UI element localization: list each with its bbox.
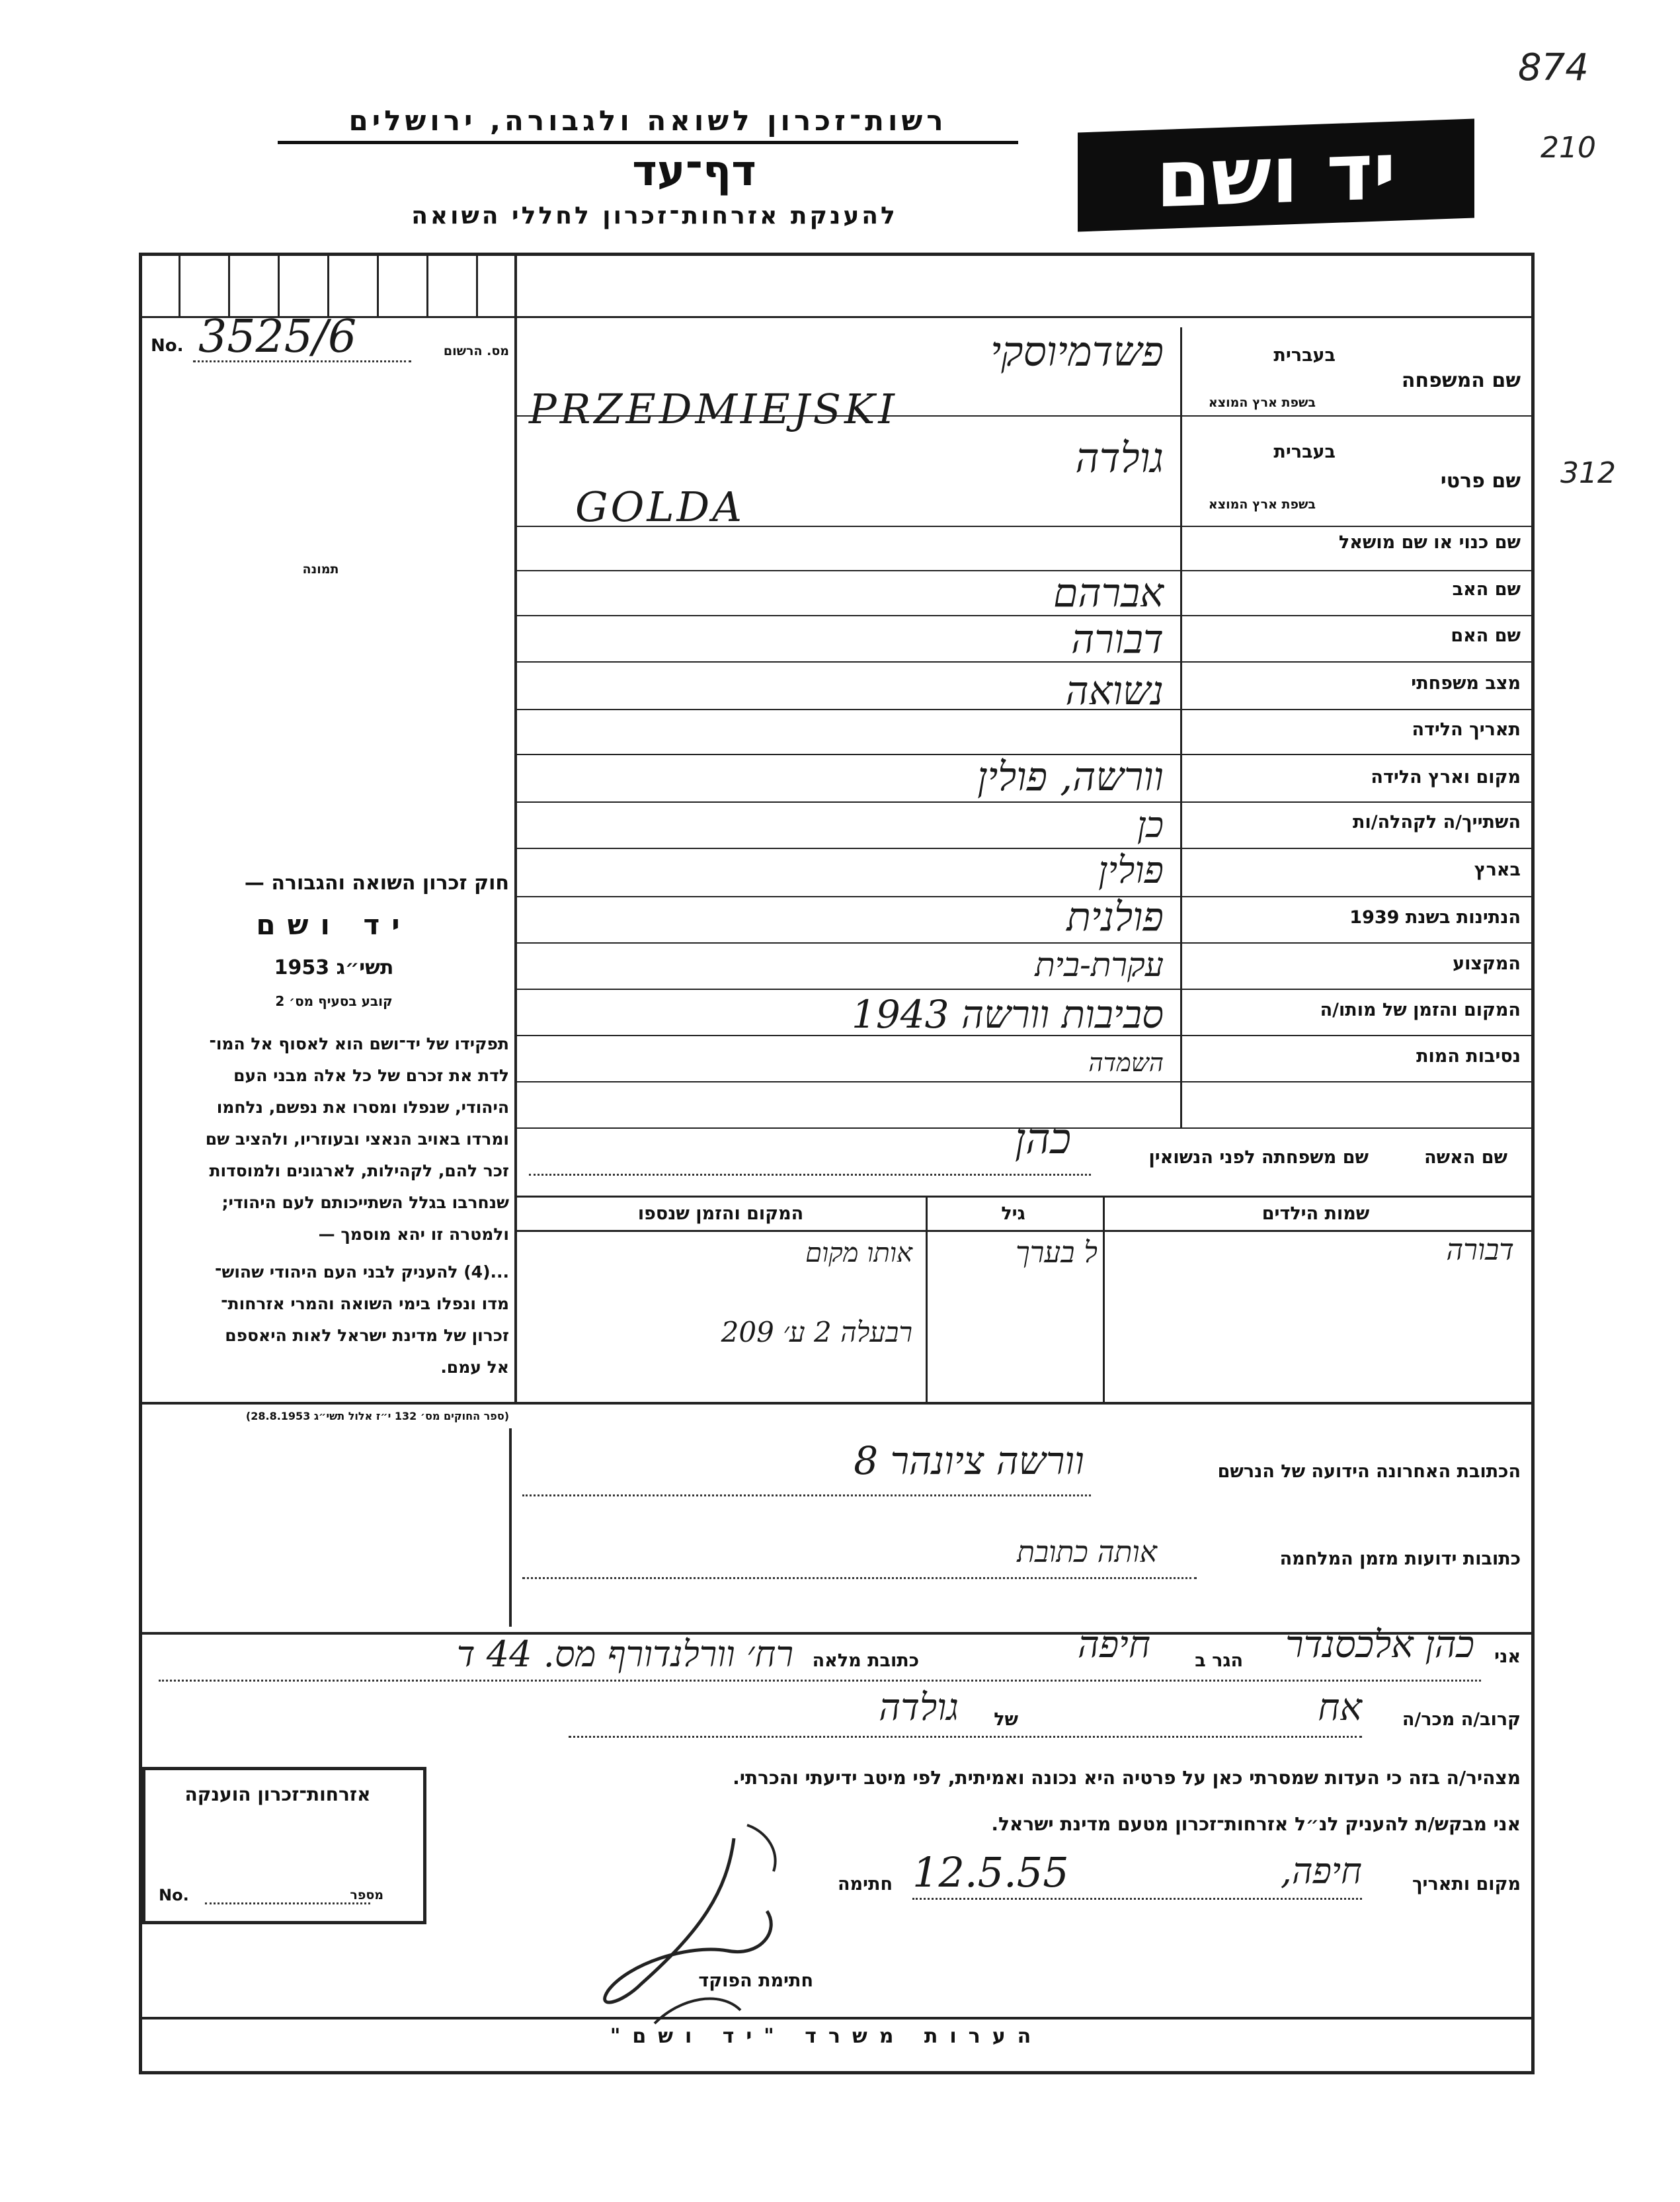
declarant-signature xyxy=(569,1812,807,2030)
law-title: חוק זכרון השואה והגבורה — xyxy=(244,872,509,895)
family-name-origin-value: PRZEDMIEJSKI xyxy=(529,385,898,433)
children-header-age: גיל xyxy=(1001,1203,1025,1224)
death-place-time-label: המקום והזמן של מותו/ה xyxy=(1320,1000,1521,1020)
request-text: אני מבקש/ת להעניק לנ״ל אזרחות־זכרון מטעם מדינת ישראל. xyxy=(991,1813,1521,1835)
declarant-resides-label: הגר ב xyxy=(1195,1651,1243,1671)
place-value: חיפה, xyxy=(1280,1850,1362,1892)
child-death-place: אותו מקום xyxy=(805,1238,912,1268)
profession-label: המקצוע xyxy=(1453,954,1521,974)
country-label: בארץ xyxy=(1474,860,1521,880)
children-header-names: שמות הילדים xyxy=(1261,1203,1370,1224)
law-year: תשי״ג 1953 xyxy=(274,956,394,979)
family-name-sub-hebrew: בעברית xyxy=(1273,345,1336,366)
label-column-divider xyxy=(1180,327,1182,1127)
children-header-place: המקום והזמן שנספו xyxy=(637,1203,804,1224)
wife-label: שם האשה xyxy=(1424,1147,1507,1168)
first-name-sub-hebrew: בעברית xyxy=(1273,442,1336,462)
page-title: דף־עד xyxy=(632,147,756,196)
first-name-label: שם פרטי xyxy=(1440,469,1521,493)
first-name-origin-value: GOLDA xyxy=(575,483,745,531)
mother-label: שם האם xyxy=(1451,626,1521,646)
death-circumstances-value: השמדה xyxy=(1088,1048,1164,1077)
first-name-sub-origin: בשפת ארץ המוצא xyxy=(1208,497,1316,512)
law-name: יד ושם xyxy=(256,909,412,941)
law-paragraph-1: תפקידו של יד־ושם הוא לאסוף אל המו־ לדת את זכרם של כל אלה מבני העם היהודי, שנפלו ומסרו את נפשם, נלחמו ומרדו באויב הנאצי ובעוזריו, ולהציב שם זכר להם, לקהילות, לארגונים ולמוסדות שנחרבו בגלל השתייכותם לעם היהודי; ולמטרה זו יהא מוסמך — xyxy=(205,1034,509,1244)
date-value: 12.5.55 xyxy=(912,1848,1069,1896)
birth-place-value: וורשה, פולין xyxy=(977,754,1164,800)
last-address-label: הכתובת האחרונה הידועה של הנרשם xyxy=(1217,1461,1521,1482)
family-name-hebrew-value: פשדמיוסקי xyxy=(990,327,1164,376)
relation-label: קרוב/ה מכר/ה xyxy=(1402,1709,1521,1730)
child-extra-note: רבעלה 2 ע׳ 209 xyxy=(721,1316,912,1348)
first-name-hebrew-value: גולדה xyxy=(1075,434,1164,482)
nickname-label: שם כנוי או שם מושאל xyxy=(1338,532,1521,553)
authority-name: רשות־זכרון לשואה ולגבורה, ירושלים xyxy=(278,104,1018,144)
declarant-name: כהן אלכסנדר xyxy=(1285,1623,1474,1666)
of-label: של xyxy=(994,1709,1018,1730)
wife-maiden-sub-label: שם משפחתה לפני הנשואין xyxy=(1148,1147,1369,1168)
community-label: השתייך/ה לקהלה/ות xyxy=(1353,812,1521,833)
birth-place-label: מקום וארץ הלידה xyxy=(1371,767,1521,788)
citizenship-value: פולנית xyxy=(1066,894,1164,940)
memorial-box-title: אזרחות־זכרון הוענקה xyxy=(184,1783,371,1805)
yad-vashem-logo: יד ושם xyxy=(1078,119,1474,232)
office-notes-label: הערות משרד "יד ושם" xyxy=(610,2025,1043,2048)
registration-label: מס. הרשום xyxy=(443,344,509,358)
archive-number: 874 xyxy=(1518,46,1589,89)
registration-number: 3525/6 xyxy=(198,311,357,363)
death-circumstances-label: נסיבות המות xyxy=(1416,1046,1521,1067)
father-label: שם האב xyxy=(1452,579,1521,600)
law-citation: (ספר החוקים מס׳ 132 י״ז אלול תשי״ג 28.8.1953) xyxy=(245,1410,509,1422)
declarant-city: חיפה xyxy=(1078,1623,1150,1666)
relation-value: אח xyxy=(1318,1686,1362,1729)
memorial-box-no-label: No. xyxy=(159,1886,189,1904)
death-place-time-value: סביבות וורשה 1943 xyxy=(851,992,1164,1037)
community-value: כן xyxy=(1137,804,1164,846)
archive-subnumber: 210 xyxy=(1540,131,1596,165)
family-name-sub-origin: בשפת ארץ המוצא xyxy=(1208,395,1316,410)
frame-top xyxy=(139,253,1534,256)
marital-status-value: נשואה xyxy=(1065,668,1164,714)
father-value: אברהם xyxy=(1053,570,1164,616)
mother-value: דבורה xyxy=(1071,616,1164,663)
law-paragraph-2: ...(4) להעניק לבני העם היהודי שהוש־ מדו ונפלו בימי השואה והמרי אזרחות־ זכרון של מדינת ישראל לאות היאספם אל עמם. xyxy=(214,1262,509,1377)
wife-maiden-value: כהן xyxy=(1014,1115,1071,1164)
declarant-address: רח׳ וורלנדורף מס. 44 ד xyxy=(456,1633,793,1675)
place-date-label: מקום ותאריך xyxy=(1412,1874,1521,1895)
citizenship-label: הנתינות בשנת 1939 xyxy=(1349,907,1521,928)
last-address-value: וורשה ציונהר 8 xyxy=(854,1438,1084,1483)
photo-label: תמונה xyxy=(302,562,339,577)
declaration-text: מצהיר/ה בזה כי העדות שמסרתי כאן על פרטיה היא נכונה ואמיתית, לפי מיטב ידיעתי והכרתי. xyxy=(733,1767,1521,1789)
of-name: גולדה xyxy=(879,1686,959,1729)
registration-no-label: No. xyxy=(151,336,184,356)
memorial-citizenship-box xyxy=(142,1767,426,1924)
country-value: פולין xyxy=(1098,849,1164,892)
child-name: דבורה xyxy=(1446,1233,1514,1267)
family-name-label: שם המשפחה xyxy=(1401,369,1521,392)
side-number: 312 xyxy=(1560,456,1616,490)
memorial-box-number-label: מספר xyxy=(350,1888,383,1902)
page-subtitle: להענקת אזרחות־זכרון לחללי השואה xyxy=(411,202,898,229)
child-age: ל בערך xyxy=(1016,1236,1098,1270)
wartime-address-value: אותה כתובת xyxy=(1017,1535,1157,1569)
declarant-address-label: כתובת מלאה xyxy=(812,1651,919,1671)
table-row xyxy=(516,1233,1533,1402)
declarant-i-label: אני xyxy=(1494,1647,1521,1667)
signature-label: חתימה xyxy=(837,1874,893,1895)
marital-status-label: מצב משפחתי xyxy=(1411,673,1521,694)
frame-bottom xyxy=(139,2071,1534,2074)
profession-value: עקרת-בית xyxy=(1035,946,1164,984)
officer-signature-label: חתימת הפוקד xyxy=(698,1971,813,1991)
wartime-address-label: כתובות ידועות מזמן המלחמה xyxy=(1279,1549,1521,1569)
birth-date-label: תאריך הלידה xyxy=(1412,719,1521,740)
law-clause: קובע בסעיף מס׳ 2 xyxy=(275,993,393,1009)
